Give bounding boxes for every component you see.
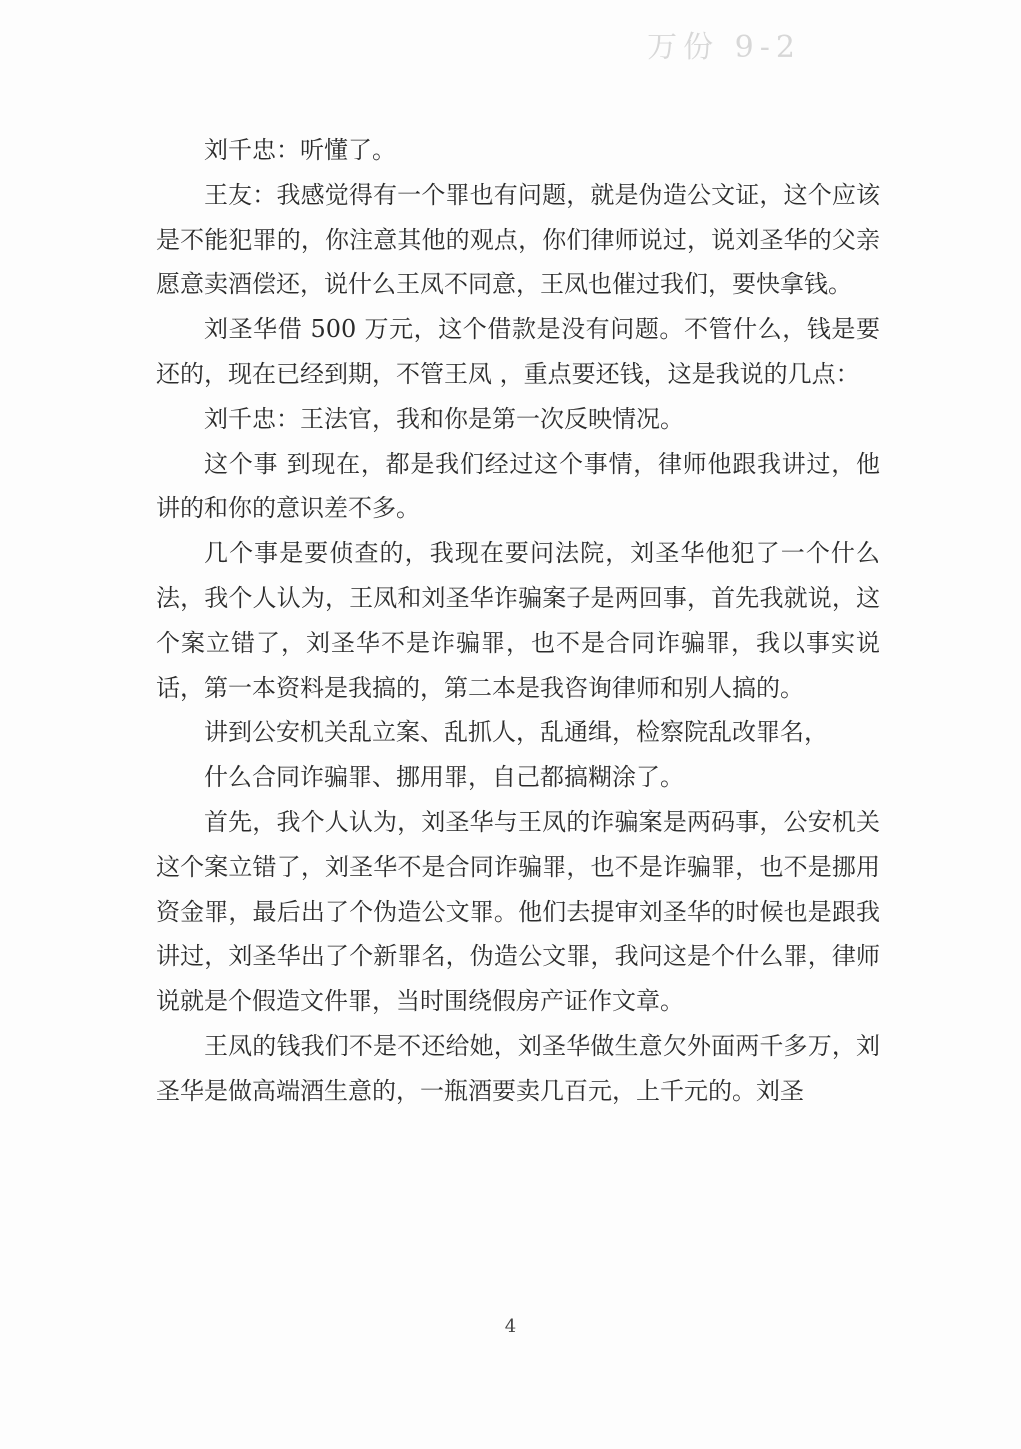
paragraph: 刘千忠：听懂了。 (204, 136, 396, 164)
page-number: 4 (504, 1316, 517, 1337)
paragraph: 什么合同诈骗罪、挪用罪，自己都搞糊涂了。 (204, 763, 684, 792)
document-body (156, 128, 880, 1114)
paragraph: 讲到公安机关乱立案、乱抓人，乱通缉，检察院乱改罪名， (204, 718, 828, 747)
paragraph: 首先，我个人认为，刘圣华与王凤的诈骗案是两码事，公安机关这个案立错了，刘圣华不是合同诈骗罪，也不是诈骗罪，也不是挪用资金罪，最后出了个伪造公文罪。他们去提审刘圣华的时候也是跟我讲过，刘圣华出了个新罪名，伪造公文罪，我问这是个什么罪，律师说就是个假造文件罪，当时围绕假房产证作文章。 (156, 807, 880, 1016)
paragraph: 刘千忠：王法官，我和你是第一次反映情况。 (204, 404, 684, 433)
faint-header-mark: 万份 9-2 (647, 30, 801, 65)
paragraph: 这个事 到现在，都是我们经过这个事情，律师他跟我讲过，他讲的和你的意识差不多。 (156, 449, 880, 523)
paragraph: 几个事是要侦查的，我现在要问法院，刘圣华他犯了一个什么法，我个人认为，王凤和刘圣华诈骗案子是两回事，首先我就说，这个案立错了，刘圣华不是诈骗罪，也不是合同诈骗罪，我以事实说话，第一本资料是我搞的，第二本是我咨询律师和别人搞的。 (156, 539, 880, 702)
paragraph: 王友：我感觉得有一个罪也有问题，就是伪造公文证，这个应该是不能犯罪的，你注意其他的观点，你们律师说过，说刘圣华的父亲愿意卖酒偿还，说什么王凤不同意，王凤也催过我们，要快拿钱。 (156, 180, 880, 299)
paragraph: 王凤的钱我们不是不还给她，刘圣华做生意欠外面两千多万，刘圣华是做高端酒生意的，一瓶酒要卖几百元，上千元的。刘圣 (156, 1031, 880, 1105)
paragraph: 刘圣华借 500 万元，这个借款是没有问题。不管什么，钱是要还的，现在已经到期，不管王凤 ，重点要还钱，这是我说的几点： (156, 315, 880, 388)
